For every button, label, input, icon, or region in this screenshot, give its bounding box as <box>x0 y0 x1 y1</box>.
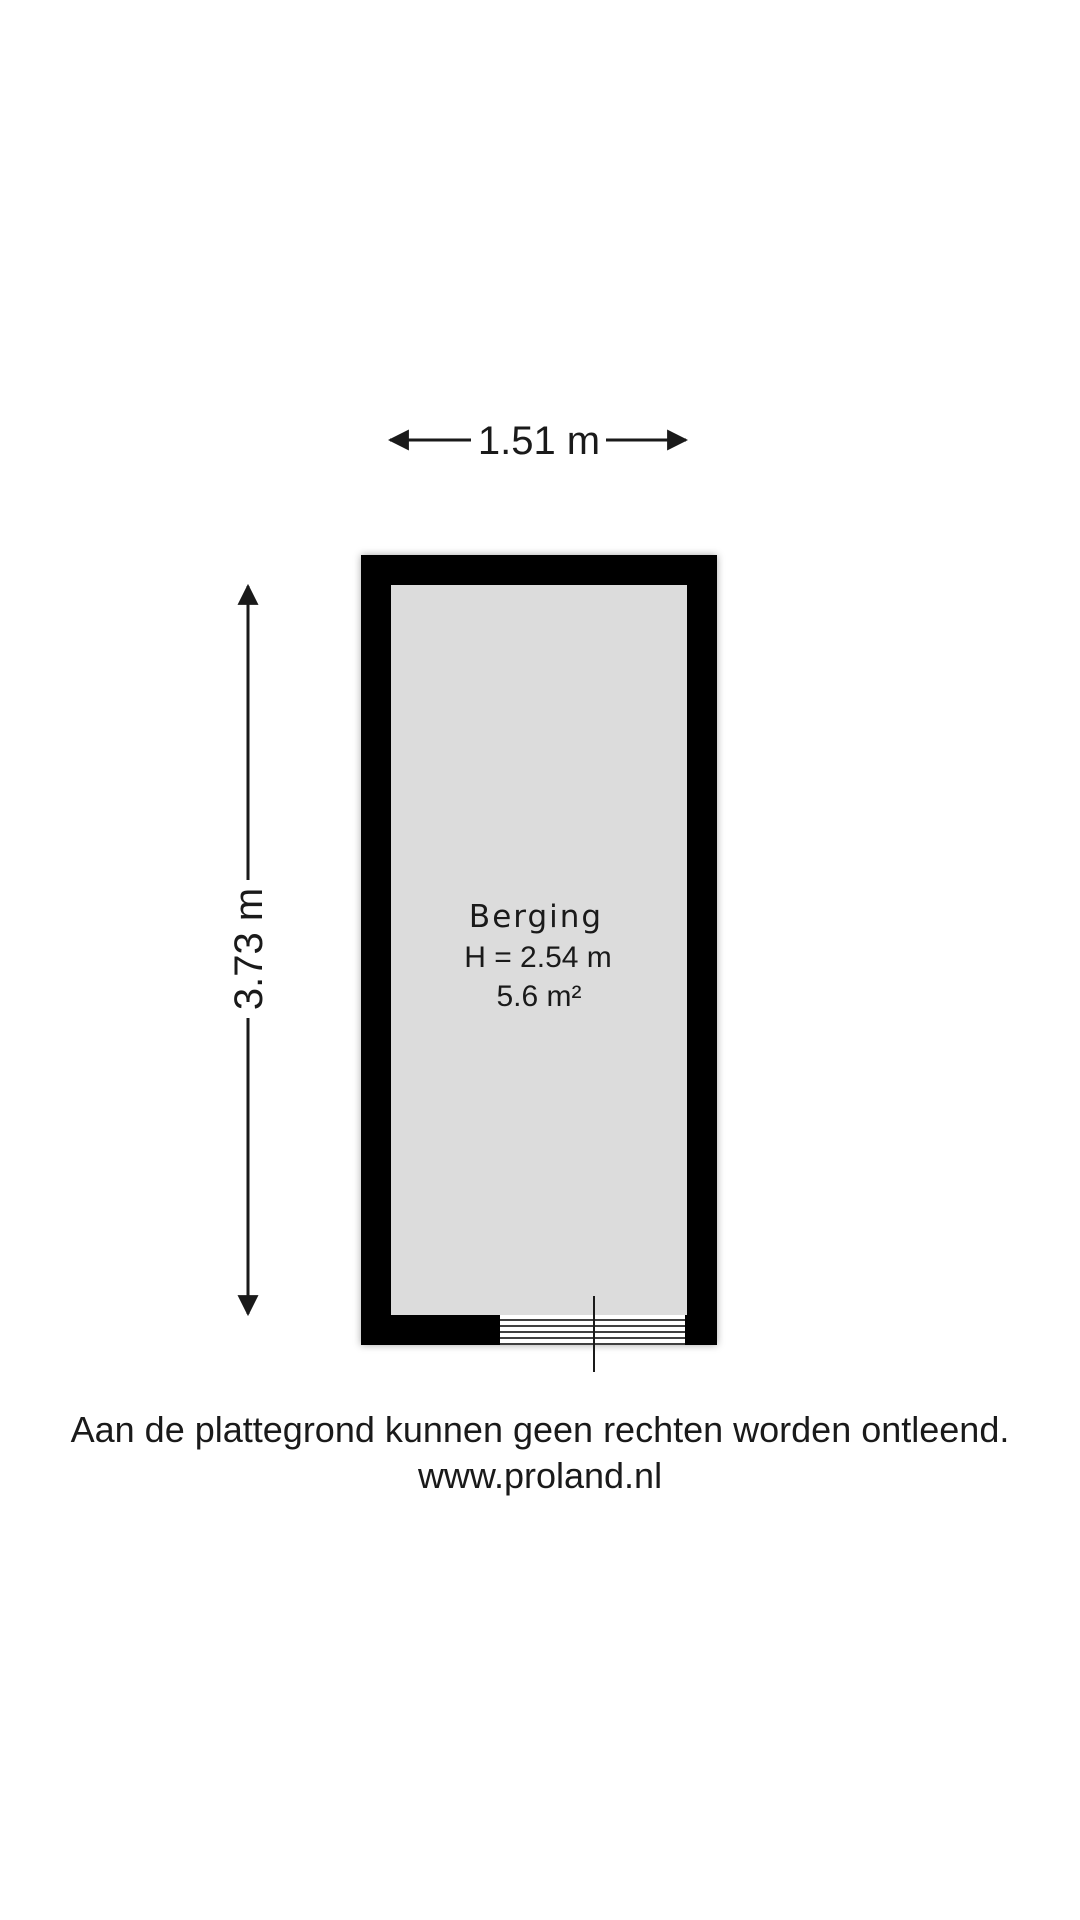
height-dimension <box>227 586 271 1314</box>
width-label: 1.51 m <box>477 419 601 463</box>
height-label: 3.73 m <box>227 887 271 1011</box>
footer <box>71 1409 1010 1496</box>
room-berging <box>361 555 717 1372</box>
website-text: www.proland.nl <box>417 1455 663 1496</box>
disclaimer-text: Aan de plattegrond kunnen geen rechten worden ontleend. <box>70 1409 1010 1450</box>
room-ceiling-height: H = 2.54 m <box>464 941 612 974</box>
width-dimension <box>390 419 686 463</box>
room-area: 5.6 m² <box>496 980 582 1013</box>
room-name: Berging <box>468 899 604 935</box>
